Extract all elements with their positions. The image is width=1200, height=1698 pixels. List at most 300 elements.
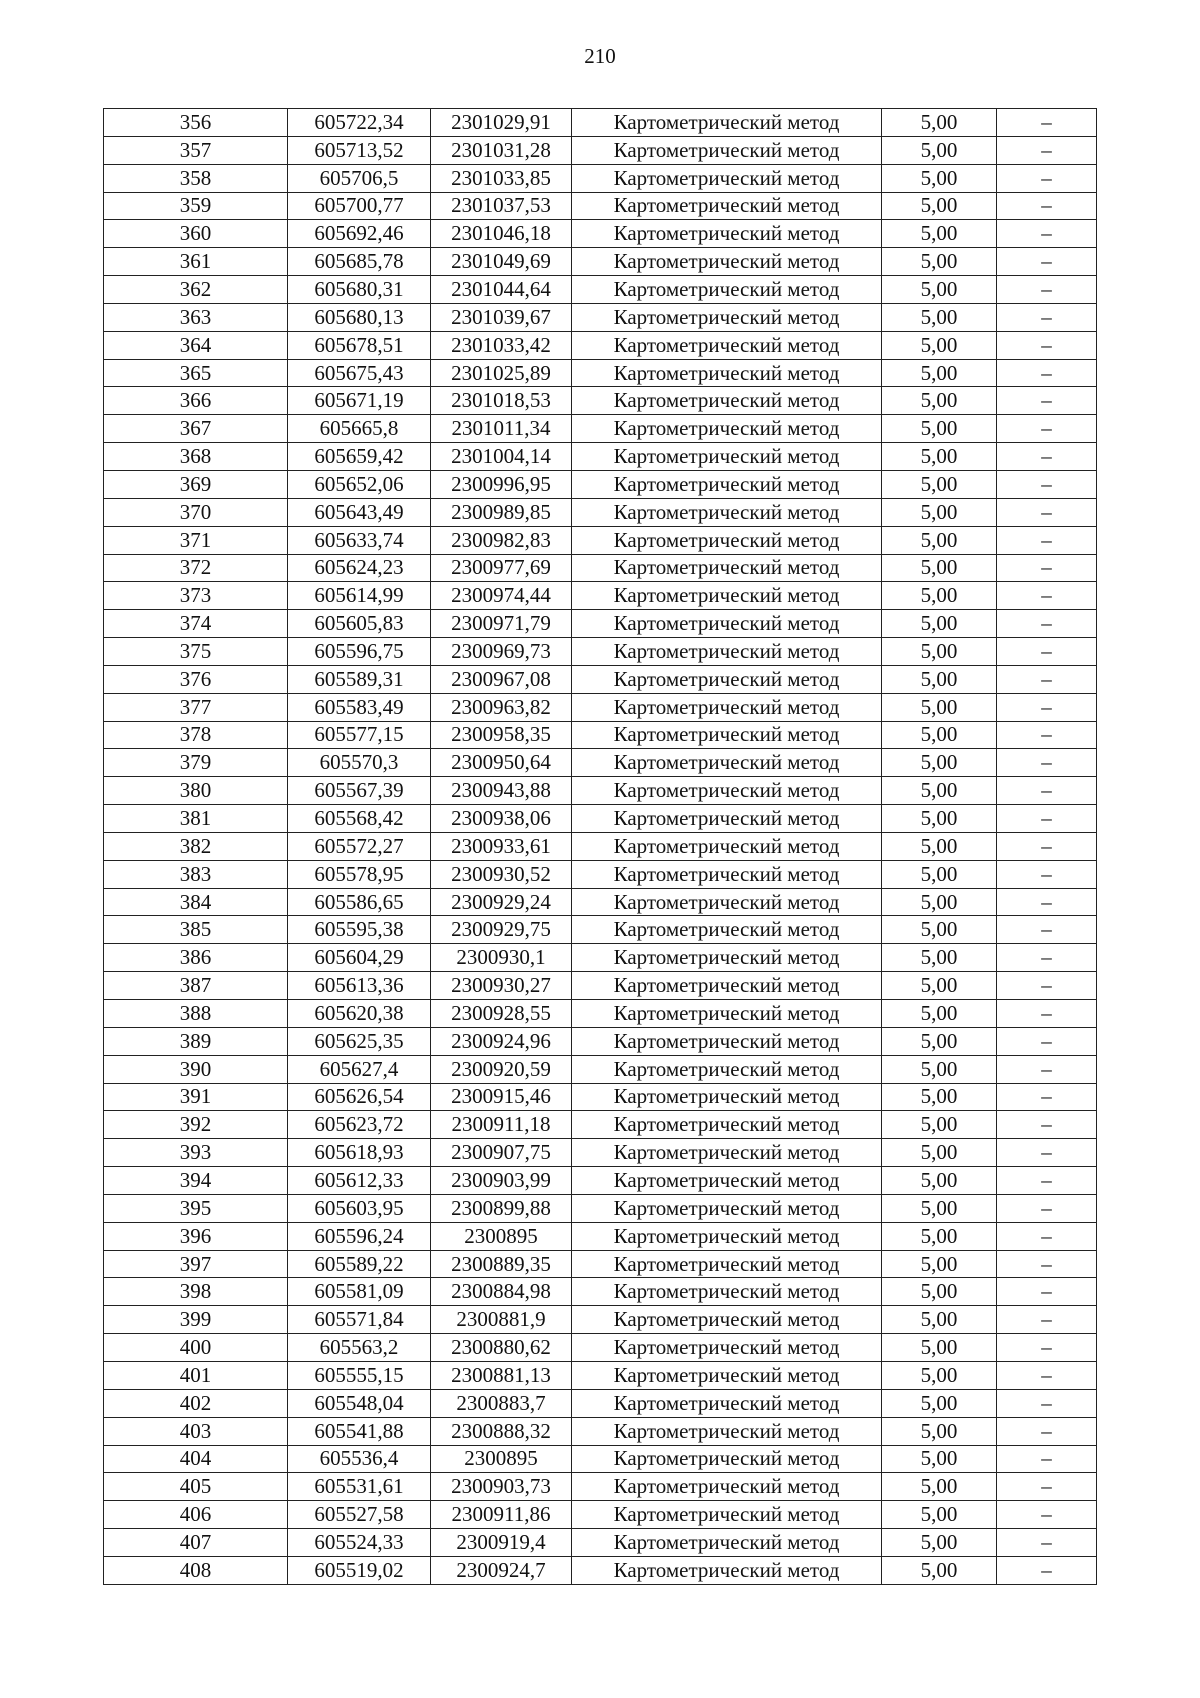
precision-cell: 5,00 — [882, 888, 997, 916]
precision-cell: 5,00 — [882, 1083, 997, 1111]
table-row — [104, 944, 1097, 972]
point-number-cell: 380 — [104, 777, 288, 805]
note-cell: – — [997, 1306, 1097, 1334]
method-cell: Картометрический метод — [572, 1000, 882, 1028]
method-cell: Картометрический метод — [572, 1417, 882, 1445]
point-number-cell: 398 — [104, 1278, 288, 1306]
coord-x-cell: 605626,54 — [288, 1083, 431, 1111]
precision-cell: 5,00 — [882, 749, 997, 777]
precision-cell: 5,00 — [882, 1278, 997, 1306]
table-row — [104, 749, 1097, 777]
coord-x-cell: 605613,36 — [288, 972, 431, 1000]
coord-x-cell: 605548,04 — [288, 1389, 431, 1417]
precision-cell: 5,00 — [882, 359, 997, 387]
coord-x-cell: 605722,34 — [288, 109, 431, 137]
precision-cell: 5,00 — [882, 1445, 997, 1473]
method-cell: Картометрический метод — [572, 888, 882, 916]
coord-y-cell: 2300924,7 — [431, 1556, 572, 1584]
coord-x-cell: 605578,95 — [288, 860, 431, 888]
note-cell: – — [997, 749, 1097, 777]
note-cell: – — [997, 888, 1097, 916]
point-number-cell: 375 — [104, 638, 288, 666]
method-cell: Картометрический метод — [572, 749, 882, 777]
method-cell: Картометрический метод — [572, 1556, 882, 1584]
coord-x-cell: 605671,19 — [288, 387, 431, 415]
point-number-cell: 388 — [104, 1000, 288, 1028]
note-cell: – — [997, 638, 1097, 666]
table-row — [104, 1139, 1097, 1167]
precision-cell: 5,00 — [882, 1501, 997, 1529]
note-cell: – — [997, 944, 1097, 972]
coord-y-cell: 2300950,64 — [431, 749, 572, 777]
note-cell: – — [997, 526, 1097, 554]
coord-x-cell: 605612,33 — [288, 1167, 431, 1195]
method-cell: Картометрический метод — [572, 1027, 882, 1055]
coord-y-cell: 2300903,99 — [431, 1167, 572, 1195]
point-number-cell: 396 — [104, 1222, 288, 1250]
coord-x-cell: 605678,51 — [288, 331, 431, 359]
note-cell: – — [997, 109, 1097, 137]
coord-x-cell: 605531,61 — [288, 1473, 431, 1501]
method-cell: Картометрический метод — [572, 721, 882, 749]
table-row — [104, 1250, 1097, 1278]
coord-x-cell: 605605,83 — [288, 610, 431, 638]
precision-cell: 5,00 — [882, 916, 997, 944]
method-cell: Картометрический метод — [572, 1501, 882, 1529]
coord-x-cell: 605618,93 — [288, 1139, 431, 1167]
coord-y-cell: 2301044,64 — [431, 276, 572, 304]
precision-cell: 5,00 — [882, 777, 997, 805]
point-number-cell: 391 — [104, 1083, 288, 1111]
point-number-cell: 367 — [104, 415, 288, 443]
coord-y-cell: 2300938,06 — [431, 805, 572, 833]
note-cell: – — [997, 1222, 1097, 1250]
precision-cell: 5,00 — [882, 554, 997, 582]
precision-cell: 5,00 — [882, 1473, 997, 1501]
precision-cell: 5,00 — [882, 805, 997, 833]
coord-y-cell: 2300889,35 — [431, 1250, 572, 1278]
method-cell: Картометрический метод — [572, 1139, 882, 1167]
precision-cell: 5,00 — [882, 1306, 997, 1334]
table-row — [104, 1278, 1097, 1306]
point-number-cell: 402 — [104, 1389, 288, 1417]
coord-y-cell: 2301011,34 — [431, 415, 572, 443]
coord-y-cell: 2300943,88 — [431, 777, 572, 805]
coord-x-cell: 605570,3 — [288, 749, 431, 777]
precision-cell: 5,00 — [882, 1139, 997, 1167]
coord-y-cell: 2300971,79 — [431, 610, 572, 638]
precision-cell: 5,00 — [882, 638, 997, 666]
coord-x-cell: 605589,22 — [288, 1250, 431, 1278]
table-row — [104, 1222, 1097, 1250]
note-cell: – — [997, 1334, 1097, 1362]
coord-y-cell: 2300895 — [431, 1445, 572, 1473]
table-row — [104, 1194, 1097, 1222]
note-cell: – — [997, 164, 1097, 192]
coord-x-cell: 605659,42 — [288, 443, 431, 471]
coord-x-cell: 605519,02 — [288, 1556, 431, 1584]
method-cell: Картометрический метод — [572, 1250, 882, 1278]
point-number-cell: 400 — [104, 1334, 288, 1362]
method-cell: Картометрический метод — [572, 972, 882, 1000]
point-number-cell: 366 — [104, 387, 288, 415]
table-row — [104, 1556, 1097, 1584]
precision-cell: 5,00 — [882, 1111, 997, 1139]
precision-cell: 5,00 — [882, 1167, 997, 1195]
coord-y-cell: 2300883,7 — [431, 1389, 572, 1417]
point-number-cell: 372 — [104, 554, 288, 582]
method-cell: Картометрический метод — [572, 1529, 882, 1557]
coord-x-cell: 605614,99 — [288, 582, 431, 610]
coord-y-cell: 2301031,28 — [431, 136, 572, 164]
precision-cell: 5,00 — [882, 1027, 997, 1055]
method-cell: Картометрический метод — [572, 1445, 882, 1473]
coord-x-cell: 605571,84 — [288, 1306, 431, 1334]
point-number-cell: 390 — [104, 1055, 288, 1083]
coord-x-cell: 605665,8 — [288, 415, 431, 443]
coord-y-cell: 2300880,62 — [431, 1334, 572, 1362]
coord-x-cell: 605536,4 — [288, 1445, 431, 1473]
precision-cell: 5,00 — [882, 470, 997, 498]
table-row — [104, 1417, 1097, 1445]
point-number-cell: 394 — [104, 1167, 288, 1195]
method-cell: Картометрический метод — [572, 1334, 882, 1362]
point-number-cell: 405 — [104, 1473, 288, 1501]
precision-cell: 5,00 — [882, 498, 997, 526]
table-row — [104, 498, 1097, 526]
coord-x-cell: 605596,75 — [288, 638, 431, 666]
coord-x-cell: 605603,95 — [288, 1194, 431, 1222]
coord-y-cell: 2300974,44 — [431, 582, 572, 610]
precision-cell: 5,00 — [882, 582, 997, 610]
coord-y-cell: 2300919,4 — [431, 1529, 572, 1557]
coord-y-cell: 2301037,53 — [431, 192, 572, 220]
method-cell: Картометрический метод — [572, 276, 882, 304]
note-cell: – — [997, 916, 1097, 944]
note-cell: – — [997, 805, 1097, 833]
point-number-cell: 408 — [104, 1556, 288, 1584]
table-row — [104, 164, 1097, 192]
coord-x-cell: 605625,35 — [288, 1027, 431, 1055]
note-cell: – — [997, 832, 1097, 860]
table-row — [104, 359, 1097, 387]
table-row — [104, 1111, 1097, 1139]
table-row — [104, 1334, 1097, 1362]
coord-x-cell: 605680,31 — [288, 276, 431, 304]
table-row — [104, 443, 1097, 471]
coord-x-cell: 605706,5 — [288, 164, 431, 192]
precision-cell: 5,00 — [882, 303, 997, 331]
note-cell: – — [997, 1139, 1097, 1167]
table-row — [104, 721, 1097, 749]
point-number-cell: 389 — [104, 1027, 288, 1055]
coord-x-cell: 605595,38 — [288, 916, 431, 944]
point-number-cell: 357 — [104, 136, 288, 164]
point-number-cell: 368 — [104, 443, 288, 471]
method-cell: Картометрический метод — [572, 1222, 882, 1250]
method-cell: Картометрический метод — [572, 387, 882, 415]
precision-cell: 5,00 — [882, 610, 997, 638]
point-number-cell: 392 — [104, 1111, 288, 1139]
coord-x-cell: 605633,74 — [288, 526, 431, 554]
method-cell: Картометрический метод — [572, 526, 882, 554]
note-cell: – — [997, 303, 1097, 331]
method-cell: Картометрический метод — [572, 582, 882, 610]
table-row — [104, 1027, 1097, 1055]
coord-y-cell: 2301039,67 — [431, 303, 572, 331]
method-cell: Картометрический метод — [572, 1473, 882, 1501]
note-cell: – — [997, 1194, 1097, 1222]
coord-x-cell: 605555,15 — [288, 1361, 431, 1389]
note-cell: – — [997, 498, 1097, 526]
note-cell: – — [997, 248, 1097, 276]
point-number-cell: 362 — [104, 276, 288, 304]
method-cell: Картометрический метод — [572, 1361, 882, 1389]
coord-y-cell: 2300888,32 — [431, 1417, 572, 1445]
precision-cell: 5,00 — [882, 665, 997, 693]
table-row — [104, 109, 1097, 137]
coord-x-cell: 605572,27 — [288, 832, 431, 860]
table-row — [104, 610, 1097, 638]
coord-y-cell: 2300933,61 — [431, 832, 572, 860]
table-row — [104, 972, 1097, 1000]
method-cell: Картометрический метод — [572, 470, 882, 498]
point-number-cell: 383 — [104, 860, 288, 888]
coord-y-cell: 2300930,1 — [431, 944, 572, 972]
coord-y-cell: 2300895 — [431, 1222, 572, 1250]
method-cell: Картометрический метод — [572, 359, 882, 387]
coord-y-cell: 2300989,85 — [431, 498, 572, 526]
method-cell: Картометрический метод — [572, 610, 882, 638]
table-row — [104, 1000, 1097, 1028]
precision-cell: 5,00 — [882, 109, 997, 137]
note-cell: – — [997, 1445, 1097, 1473]
coord-y-cell: 2301033,42 — [431, 331, 572, 359]
note-cell: – — [997, 582, 1097, 610]
coord-y-cell: 2300967,08 — [431, 665, 572, 693]
coord-y-cell: 2300915,46 — [431, 1083, 572, 1111]
point-number-cell: 397 — [104, 1250, 288, 1278]
note-cell: – — [997, 1529, 1097, 1557]
table-row — [104, 387, 1097, 415]
table-row — [104, 777, 1097, 805]
coord-y-cell: 2301046,18 — [431, 220, 572, 248]
coord-y-cell: 2300903,73 — [431, 1473, 572, 1501]
method-cell: Картометрический метод — [572, 331, 882, 359]
coord-x-cell: 605624,23 — [288, 554, 431, 582]
coord-x-cell: 605586,65 — [288, 888, 431, 916]
coord-y-cell: 2300924,96 — [431, 1027, 572, 1055]
note-cell: – — [997, 1473, 1097, 1501]
coord-y-cell: 2300884,98 — [431, 1278, 572, 1306]
method-cell: Картометрический метод — [572, 443, 882, 471]
table-row — [104, 805, 1097, 833]
point-number-cell: 377 — [104, 693, 288, 721]
precision-cell: 5,00 — [882, 860, 997, 888]
note-cell: – — [997, 136, 1097, 164]
note-cell: – — [997, 972, 1097, 1000]
method-cell: Картометрический метод — [572, 916, 882, 944]
point-number-cell: 360 — [104, 220, 288, 248]
point-number-cell: 356 — [104, 109, 288, 137]
precision-cell: 5,00 — [882, 331, 997, 359]
coord-y-cell: 2300930,52 — [431, 860, 572, 888]
precision-cell: 5,00 — [882, 415, 997, 443]
precision-cell: 5,00 — [882, 526, 997, 554]
method-cell: Картометрический метод — [572, 1167, 882, 1195]
note-cell: – — [997, 665, 1097, 693]
note-cell: – — [997, 470, 1097, 498]
table-row — [104, 276, 1097, 304]
coord-x-cell: 605583,49 — [288, 693, 431, 721]
table-row — [104, 1361, 1097, 1389]
precision-cell: 5,00 — [882, 693, 997, 721]
table-row — [104, 888, 1097, 916]
table-row — [104, 1167, 1097, 1195]
precision-cell: 5,00 — [882, 1417, 997, 1445]
table-row — [104, 136, 1097, 164]
method-cell: Картометрический метод — [572, 1194, 882, 1222]
note-cell: – — [997, 721, 1097, 749]
coord-x-cell: 605680,13 — [288, 303, 431, 331]
point-number-cell: 387 — [104, 972, 288, 1000]
precision-cell: 5,00 — [882, 1000, 997, 1028]
coord-x-cell: 605685,78 — [288, 248, 431, 276]
table-row — [104, 665, 1097, 693]
table-row — [104, 1055, 1097, 1083]
table-row — [104, 331, 1097, 359]
note-cell: – — [997, 443, 1097, 471]
coord-x-cell: 605620,38 — [288, 1000, 431, 1028]
method-cell: Картометрический метод — [572, 109, 882, 137]
coord-y-cell: 2300928,55 — [431, 1000, 572, 1028]
table-row — [104, 248, 1097, 276]
method-cell: Картометрический метод — [572, 1055, 882, 1083]
point-number-cell: 359 — [104, 192, 288, 220]
coord-x-cell: 605577,15 — [288, 721, 431, 749]
point-number-cell: 364 — [104, 331, 288, 359]
coord-y-cell: 2300969,73 — [431, 638, 572, 666]
method-cell: Картометрический метод — [572, 944, 882, 972]
point-number-cell: 373 — [104, 582, 288, 610]
coordinates-table — [103, 108, 1097, 1585]
method-cell: Картометрический метод — [572, 303, 882, 331]
coord-x-cell: 605700,77 — [288, 192, 431, 220]
point-number-cell: 401 — [104, 1361, 288, 1389]
point-number-cell: 361 — [104, 248, 288, 276]
note-cell: – — [997, 610, 1097, 638]
precision-cell: 5,00 — [882, 1250, 997, 1278]
coord-x-cell: 605567,39 — [288, 777, 431, 805]
method-cell: Картометрический метод — [572, 638, 882, 666]
note-cell: – — [997, 387, 1097, 415]
precision-cell: 5,00 — [882, 944, 997, 972]
precision-cell: 5,00 — [882, 1055, 997, 1083]
note-cell: – — [997, 220, 1097, 248]
precision-cell: 5,00 — [882, 832, 997, 860]
note-cell: – — [997, 860, 1097, 888]
precision-cell: 5,00 — [882, 136, 997, 164]
point-number-cell: 363 — [104, 303, 288, 331]
point-number-cell: 385 — [104, 916, 288, 944]
point-number-cell: 406 — [104, 1501, 288, 1529]
point-number-cell: 386 — [104, 944, 288, 972]
note-cell: – — [997, 1250, 1097, 1278]
coord-y-cell: 2301033,85 — [431, 164, 572, 192]
coord-y-cell: 2300958,35 — [431, 721, 572, 749]
table-row — [104, 303, 1097, 331]
point-number-cell: 370 — [104, 498, 288, 526]
table-row — [104, 470, 1097, 498]
table-row — [104, 1529, 1097, 1557]
method-cell: Картометрический метод — [572, 192, 882, 220]
table-row — [104, 1473, 1097, 1501]
point-number-cell: 374 — [104, 610, 288, 638]
point-number-cell: 371 — [104, 526, 288, 554]
coord-x-cell: 605652,06 — [288, 470, 431, 498]
point-number-cell: 369 — [104, 470, 288, 498]
precision-cell: 5,00 — [882, 387, 997, 415]
method-cell: Картометрический метод — [572, 860, 882, 888]
method-cell: Картометрический метод — [572, 164, 882, 192]
point-number-cell: 393 — [104, 1139, 288, 1167]
table-row — [104, 1445, 1097, 1473]
table-row — [104, 192, 1097, 220]
precision-cell: 5,00 — [882, 721, 997, 749]
coord-x-cell: 605563,2 — [288, 1334, 431, 1362]
table-row — [104, 582, 1097, 610]
coord-x-cell: 605589,31 — [288, 665, 431, 693]
point-number-cell: 381 — [104, 805, 288, 833]
method-cell: Картометрический метод — [572, 665, 882, 693]
coord-y-cell: 2300911,18 — [431, 1111, 572, 1139]
precision-cell: 5,00 — [882, 1529, 997, 1557]
note-cell: – — [997, 276, 1097, 304]
note-cell: – — [997, 1361, 1097, 1389]
table-row — [104, 554, 1097, 582]
note-cell: – — [997, 1027, 1097, 1055]
coord-y-cell: 2300977,69 — [431, 554, 572, 582]
coord-x-cell: 605524,33 — [288, 1529, 431, 1557]
coord-y-cell: 2300996,95 — [431, 470, 572, 498]
coord-y-cell: 2300930,27 — [431, 972, 572, 1000]
point-number-cell: 379 — [104, 749, 288, 777]
note-cell: – — [997, 359, 1097, 387]
method-cell: Картометрический метод — [572, 1389, 882, 1417]
note-cell: – — [997, 415, 1097, 443]
note-cell: – — [997, 1556, 1097, 1584]
table-row — [104, 1389, 1097, 1417]
method-cell: Картометрический метод — [572, 248, 882, 276]
point-number-cell: 382 — [104, 832, 288, 860]
note-cell: – — [997, 192, 1097, 220]
coord-y-cell: 2301018,53 — [431, 387, 572, 415]
note-cell: – — [997, 1055, 1097, 1083]
method-cell: Картометрический метод — [572, 805, 882, 833]
coord-x-cell: 605675,43 — [288, 359, 431, 387]
coord-x-cell: 605527,58 — [288, 1501, 431, 1529]
coord-y-cell: 2300920,59 — [431, 1055, 572, 1083]
precision-cell: 5,00 — [882, 192, 997, 220]
coord-y-cell: 2300982,83 — [431, 526, 572, 554]
coord-x-cell: 605713,52 — [288, 136, 431, 164]
method-cell: Картометрический метод — [572, 136, 882, 164]
precision-cell: 5,00 — [882, 220, 997, 248]
coord-y-cell: 2300881,13 — [431, 1361, 572, 1389]
point-number-cell: 384 — [104, 888, 288, 916]
note-cell: – — [997, 1083, 1097, 1111]
point-number-cell: 399 — [104, 1306, 288, 1334]
